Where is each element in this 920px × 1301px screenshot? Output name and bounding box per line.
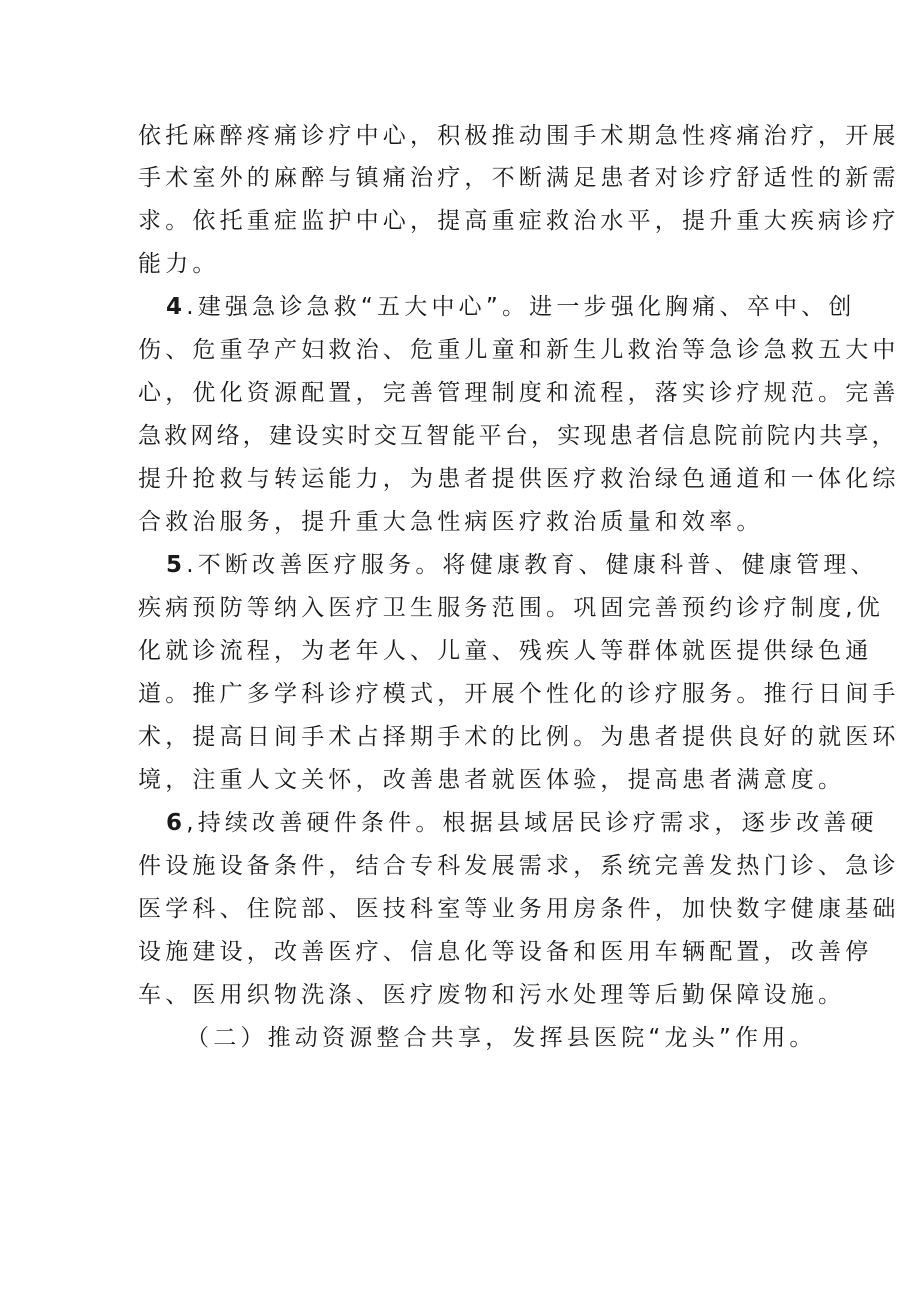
text-line: 伤、危重孕产妇救治、危重儿童和新生儿救治等急诊急救五大中 (138, 337, 900, 363)
text-line (166, 550, 878, 580)
text-line: 提升抢救与转运能力，为患者提供医疗救治绿色通道和一体化综 (138, 466, 900, 492)
text-line: 境，注重人文关怀，改善患者就医体验，提高患者满意度。 (138, 767, 846, 793)
item-text: .不断改善医疗服务。将健康教育、健康科普、健康管理、 (186, 552, 878, 578)
item-number: 4 (166, 294, 187, 320)
text-line: 急救网络，建设实时交互智能平台，实现患者信息院前院内共享， (138, 423, 898, 449)
text-line (166, 292, 856, 322)
text-line: 手术室外的麻醉与镇痛治疗，不断满足患者对诊疗舒适性的新需 (138, 165, 900, 191)
text-line: 医学科、住院部、医技科室等业务用房条件，加快数字健康基础 (138, 896, 900, 922)
text-line: 疾病预防等纳入医疗卫生服务范围。巩固完善预约诊疗制度,优 (138, 595, 884, 621)
text-line (166, 808, 878, 838)
item-text: ,持续改善硬件条件。根据县域居民诊疗需求，逐步改善硬 (186, 810, 878, 836)
text-line: 能力。 (138, 251, 220, 277)
text-line: 件设施设备条件，结合专科发展需求，系统完善发热门诊、急诊 (138, 853, 900, 879)
text-line: 化就诊流程，为老年人、儿童、残疾人等群体就医提供绿色通 (138, 638, 873, 664)
text-line: 车、医用织物洗涤、医疗废物和污水处理等后勤保障设施。 (138, 982, 846, 1008)
item-number: 6 (166, 810, 187, 836)
section-heading: （二）推动资源整合共享，发挥县医院“龙头”作用。 (186, 1025, 817, 1051)
text-line: 求。依托重症监护中心，提高重症救治水平，提升重大疾病诊疗 (138, 208, 900, 234)
item-text: .建强急诊急救“五大中心”。进一步强化胸痛、卒中、创 (186, 294, 856, 320)
item-number: 5 (166, 552, 187, 578)
text-line: 依托麻醉疼痛诊疗中心，积极推动围手术期急性疼痛治疗，开展 (138, 123, 900, 149)
text-line: 术，提高日间手术占择期手术的比例。为患者提供良好的就医环 (138, 724, 900, 750)
text-line: 道。推广多学科诊疗模式，开展个性化的诊疗服务。推行日间手 (138, 681, 900, 707)
text-line: 心，优化资源配置，完善管理制度和流程，落实诊疗规范。完善 (138, 380, 900, 406)
text-line: 合救治服务，提升重大急性病医疗救治质量和效率。 (138, 509, 764, 535)
text-line: 设施建设，改善医疗、信息化等设备和医用车辆配置，改善停 (138, 939, 873, 965)
